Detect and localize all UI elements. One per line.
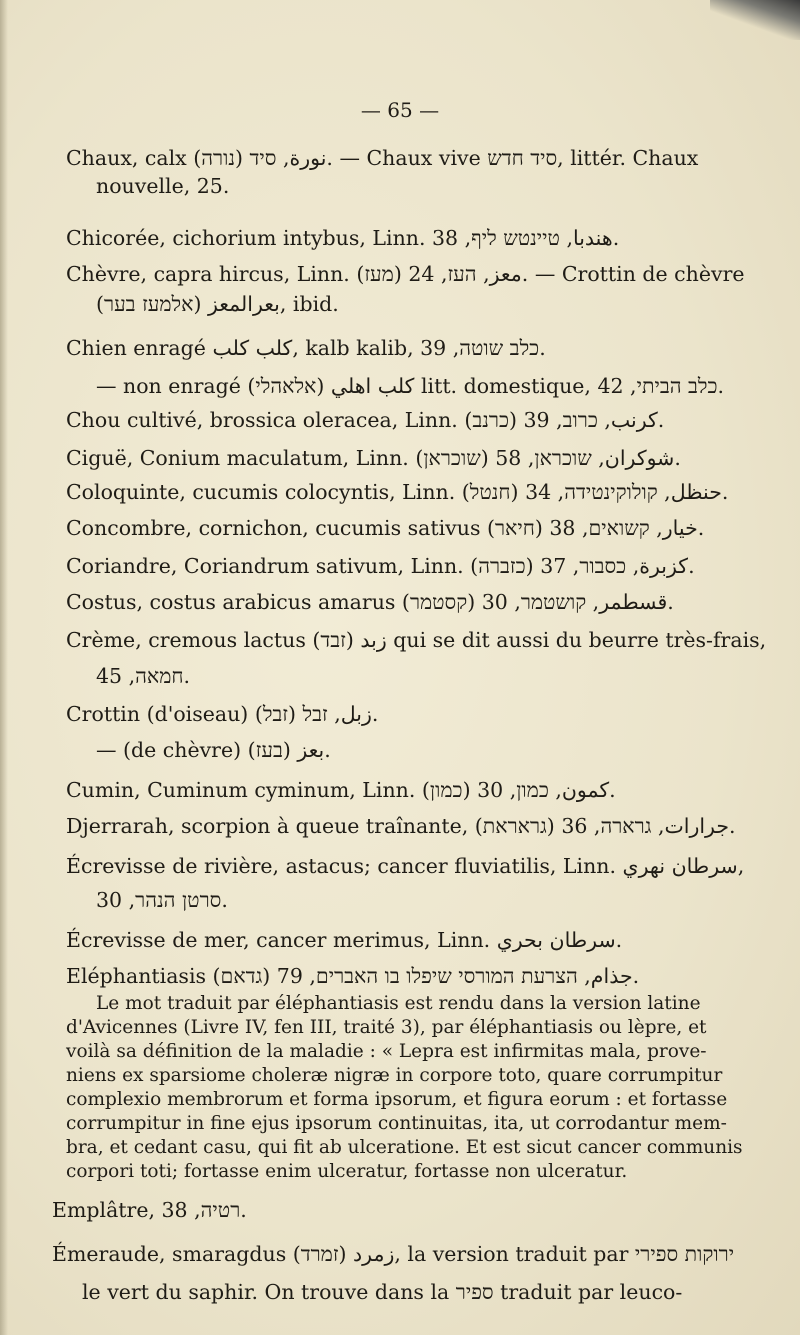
entry-emeraude: Émeraude, smaragdus (זמרד) زمرد, la version traduit par ירוקות ספירי bbox=[52, 1242, 735, 1266]
entry-crottin-chevre: — (de chèvre) (בעז) بعز. bbox=[96, 738, 331, 762]
note-line-2: d'Avicennes (Livre IV, fen III, traité 3), par éléphantiasis ou lèpre, et bbox=[66, 1017, 707, 1038]
page-number: — 65 — bbox=[360, 98, 440, 122]
note-line-5: complexio membrorum et forma ipsorum, et figura eorum : et fortasse bbox=[66, 1089, 728, 1110]
entry-chien: Chien enragé كلب كلب, kalb kalib, כלב שוטה, 39. bbox=[66, 336, 546, 360]
entry-chicoree: Chicorée, cichorium intybus, Linn. هندبا, טיינטש ליף, 38. bbox=[66, 226, 620, 250]
entry-chevre-cont: (אלמעז בער) بعرالمعز, ibid. bbox=[96, 292, 339, 316]
entry-chien-non-enrage: — non enragé (אלאהלי) كلب اهلي litt. domestique, כלב הביתי, 42. bbox=[96, 374, 725, 398]
note-line-6: corrumpitur in fine ejus ipsorum continuitas, ita, ut corrodantur mem- bbox=[66, 1113, 727, 1134]
entry-costus: Costus, costus arabicus amarus (קסטמר) قسطمر, קושטמר, 30. bbox=[66, 590, 674, 614]
entry-ecrevisse-mer: Écrevisse de mer, cancer merimus, Linn. سرطان بحري. bbox=[66, 928, 623, 952]
entry-cumin: Cumin, Cuminum cyminum, Linn. (כמון) كمون, כמון, 30. bbox=[66, 778, 616, 802]
entry-concombre: Concombre, cornichon, cucumis sativus (חיאר) خيار, קשואים, 38. bbox=[66, 516, 705, 540]
note-line-3: voilà sa définition de la maladie : « Lepra est infirmitas mala, prove- bbox=[66, 1041, 707, 1062]
entry-chaux-cont: nouvelle, 25. bbox=[96, 174, 230, 198]
entry-chaux: Chaux, calx (נורה) نورة, סיד. — Chaux vive סיד חדש, littér. Chaux bbox=[66, 146, 699, 170]
entry-djerrarah: Djerrarah, scorpion à queue traînante, (גראראת) جرارات, גרארה, 36. bbox=[66, 814, 736, 838]
entry-creme: Crème, cremous lactus (זבד) زبد qui se dit aussi du beurre très-frais, bbox=[66, 628, 767, 652]
entry-crottin: Crottin (d'oiseau) (זבל) زبل, זבל. bbox=[66, 702, 379, 726]
entry-chou: Chou cultivé, brossica oleracea, Linn. (כרנב) كرنب, כרוב, 39. bbox=[66, 408, 665, 432]
entry-creme-cont: חמאה, 45. bbox=[96, 664, 191, 688]
entry-elephantiasis: Eléphantiasis (גדאם) جذام, הצרעת המורסי שיפלו בו האברים, 79. bbox=[66, 964, 640, 988]
entry-ecrevisse-riviere-cont: סרטן הנהר, 30. bbox=[96, 888, 228, 912]
note-line-1: Le mot traduit par éléphantiasis est rendu dans la version latine bbox=[96, 993, 701, 1014]
entry-coloquinte: Coloquinte, cucumis colocyntis, Linn. (חנטל) حنظل, קולוקינטידה, 34. bbox=[66, 480, 729, 504]
page-corner-fold bbox=[710, 0, 800, 40]
note-line-4: niens ex sparsiome choleræ nigræ in corpore toto, quare corrumpitur bbox=[66, 1065, 723, 1086]
note-line-8: corpori toti; fortasse enim ulceratur, fortasse non ulceratur. bbox=[66, 1161, 628, 1182]
entry-emeraude-cont: le vert du saphir. On trouve dans la ספיר traduit par leuco- bbox=[82, 1280, 683, 1304]
entry-emplatre: Emplâtre, רטיה, 38. bbox=[52, 1198, 247, 1222]
entry-ecrevisse-riviere: Écrevisse de rivière, astacus; cancer fluviatilis, Linn. سرطان نهري, bbox=[66, 854, 745, 878]
note-line-7: bra, et cedant casu, qui fit ab ulceratione. Et est sicut cancer communis bbox=[66, 1137, 743, 1158]
entry-coriandre: Coriandre, Coriandrum sativum, Linn. (כזברה) كزبرة, כסבור, 37. bbox=[66, 554, 695, 578]
binding-shadow bbox=[0, 0, 8, 1335]
entry-chevre: Chèvre, capra hircus, Linn. (מעז) معز, העז, 24. — Crottin de chèvre bbox=[66, 262, 745, 286]
entry-cigue: Ciguë, Conium maculatum, Linn. (שוכראן) شوكران, שוכראן, 58. bbox=[66, 446, 681, 470]
